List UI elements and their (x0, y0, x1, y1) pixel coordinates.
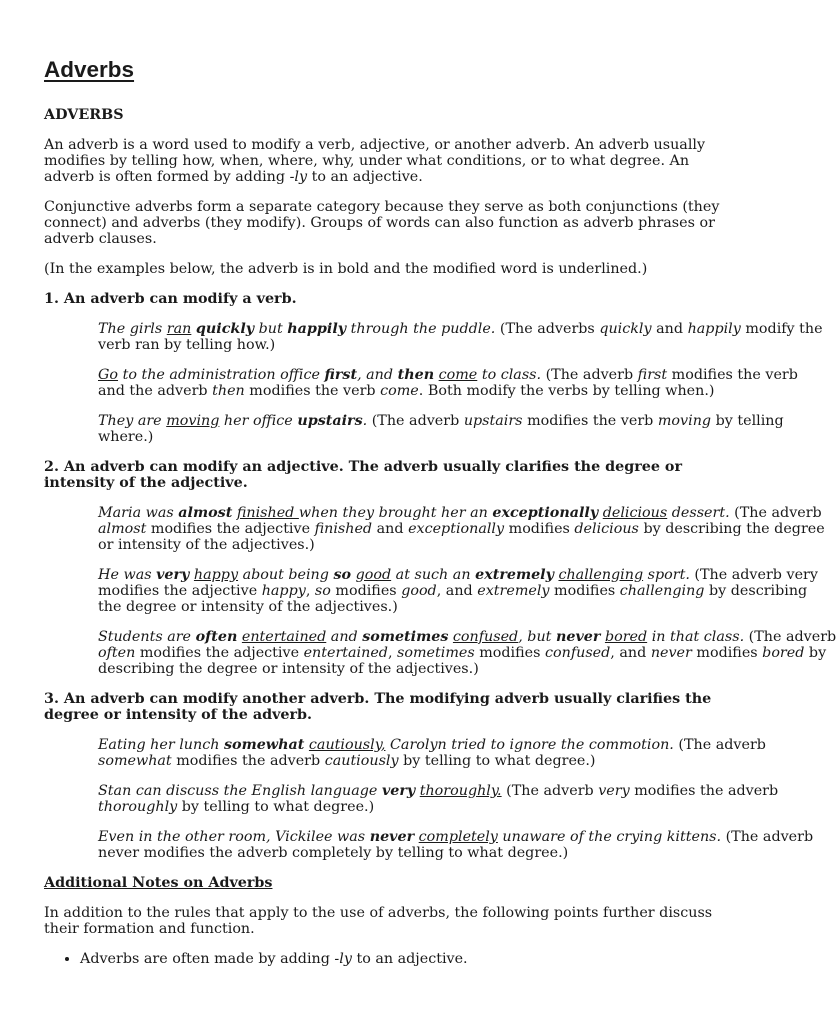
intro-paragraph-2: Conjunctive adverbs form a separate category because they serve as both conjunctions (they connect) and adverbs (they modify). Groups of words can also function as adverb phrases or adverb clauses. (44, 199, 720, 247)
example-7: Eating her lunch somewhat cautiously, Carolyn tried to ignore the commotion. (The adverb somewhat modifies the adverb cautiously by telling to what degree.) (98, 737, 766, 769)
example-6: Students are often entertained and sometimes confused, but never bored in that class. (The adverb often modifies the adjective entertained, sometimes modifies confused, and never modifies bored by describing the degree or intensity of the adjectives.) (98, 629, 836, 677)
intro-paragraph-1: An adverb is a word used to modify a verb, adjective, or another adverb. An adverb usually modifies by telling how, when, where, why, under what conditions, or to what degree. An adverb is often formed by adding -ly to an adjective. (44, 137, 706, 185)
notes-paragraph: In addition to the rules that apply to the use of adverbs, the following points further discuss their formation and function. (44, 905, 713, 937)
example-2: Go to the administration office first, and then come to class. (The adverb first modifies the verb and the adverb then modifies the verb come. Both modify the verbs by telling when.) (98, 367, 798, 399)
notes-list (44, 951, 734, 967)
rule-3-heading: 3. An adverb can modify another adverb. The modifying adverb usually clarifies the degree or intensity of the adverb. (44, 691, 712, 723)
section-heading: ADVERBS (44, 107, 124, 123)
rule-2-heading: 2. An adverb can modify an adjective. The adverb usually clarifies the degree or intensity of the adjective. (44, 459, 683, 491)
example-4: Maria was almost finished when they brought her an exceptionally delicious dessert. (The adverb almost modifies the adjective finished and exceptionally modifies delicious by describing the degree or intensity of the adjectives.) (98, 505, 825, 553)
rule-1-heading: 1. An adverb can modify a verb. (44, 291, 297, 307)
example-1: The girls ran quickly but happily through the puddle. (The adverbs quickly and happily modify the verb ran by telling how.) (98, 321, 823, 353)
example-3: They are moving her office upstairs. (The adverb upstairs modifies the verb moving by telling where.) (98, 413, 784, 445)
example-8: Stan can discuss the English language very thoroughly. (The adverb very modifies the adverb thoroughly by telling to what degree.) (98, 783, 779, 815)
document-content (44, 56, 836, 967)
list-item: • Adverbs are often made by adding -ly to an adjective. (80, 951, 734, 967)
example-9: Even in the other room, Vickilee was never completely unaware of the crying kittens. (The adverb never modifies the adverb completely by telling to what degree.) (98, 829, 814, 861)
additional-notes-heading: Additional Notes on Adverbs (44, 875, 273, 891)
example-5: He was very happy about being so good at such an extremely challenging sport. (The adverb very modifies the adjective happy, so modifies good, and extremely modifies challenging by describing the degree or intensity of the adjectives.) (98, 567, 818, 615)
page-title: Adverbs (44, 57, 135, 82)
intro-paragraph-3: (In the examples below, the adverb is in bold and the modified word is underlined.) (44, 261, 648, 277)
